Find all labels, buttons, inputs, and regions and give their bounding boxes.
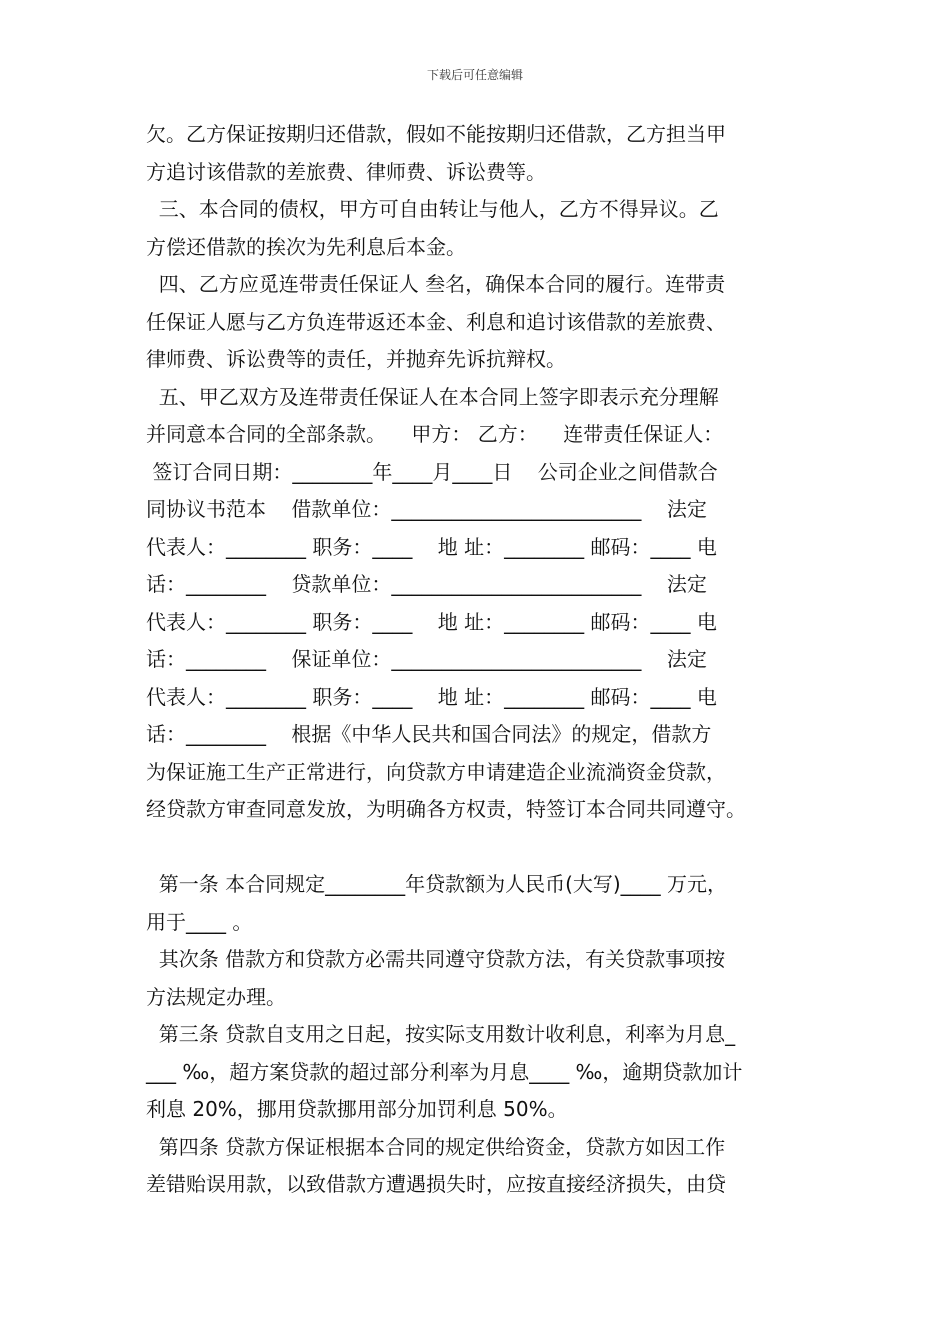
text-line: 签订合同日期：________年____月____日 公司企业之间借款合 xyxy=(146,459,718,484)
text-line: 第一条 本合同规定________年贷款额为人民币(大写)____ 万元， xyxy=(146,872,728,896)
text-line: 同协议书范本 借款单位：_________________________ 法定 xyxy=(146,497,707,521)
text-line: 用于____ 。 xyxy=(146,909,253,934)
page-header: 下载后可任意编辑 xyxy=(426,68,523,82)
text-line: 利息 20%，挪用贷款挪用部分加罚利息 50%。 xyxy=(146,1097,568,1121)
text-line: 差错贻误用款，以致借款方遭遇损失时，应按直接经济损失，由贷 xyxy=(146,1172,726,1196)
text-line: ___ ‰，超方案贷款的超过部分利率为月息____ ‰，逾期贷款加计 xyxy=(146,1059,743,1084)
document-body xyxy=(146,116,818,1204)
text-line: 律师费、诉讼费等的责任，并抛弃先诉抗辩权。 xyxy=(146,347,566,371)
blank-line xyxy=(146,829,818,867)
text-line: 并同意本合同的全部条款。 甲方： 乙方： 连带责任保证人： xyxy=(146,422,724,446)
text-line: 其次条 借款方和贷款方必需共同遵守贷款方法，有关贷款事项按 xyxy=(146,947,726,971)
text-line: 代表人：________ 职务：____ 地 址：________ 邮码：____ 电 xyxy=(146,609,717,634)
text-line: 三、本合同的债权，甲方可自由转让与他人，乙方不得异议。乙 xyxy=(146,197,719,221)
text-line: 经贷款方审查同意发放，为明确各方权责，特签订本合同共同遵守。 xyxy=(146,797,746,821)
text-line: 第四条 贷款方保证根据本合同的规定供给资金，贷款方如因工作 xyxy=(146,1134,726,1159)
text-line: 四、乙方应觅连带责任保证人 叁名，确保本合同的履行。连带责 xyxy=(146,272,726,296)
text-line: 欠。乙方保证按期归还借款，假如不能按期归还借款，乙方担当甲 xyxy=(146,122,726,146)
text-line: 代表人：________ 职务：____ 地 址：________ 邮码：____ 电 xyxy=(146,534,717,559)
text-line: 方追讨该借款的差旅费、律师费、诉讼费等。 xyxy=(146,159,546,184)
text-line: 第三条 贷款自支用之日起，按实际支用数计收利息，利率为月息_ xyxy=(146,1022,736,1046)
text-line: 方法规定办理。 xyxy=(146,984,286,1009)
text-line: 任保证人愿与乙方负连带返还本金、利息和追讨该借款的差旅费、 xyxy=(146,309,726,334)
text-line: 话：________ 贷款单位：_________________________ 法定 xyxy=(146,572,707,596)
text-line: 为保证施工生产正常进行，向贷款方申请建造企业流淌资金贷款， xyxy=(146,759,726,784)
text-line: 话：________ 根据《中华人民共和国合同法》的规定，借款方 xyxy=(146,722,712,746)
text-line: 五、甲乙双方及连带责任保证人在本合同上签字即表示充分理解 xyxy=(146,384,719,409)
text-line: 方偿还借款的挨次为先利息后本金。 xyxy=(146,234,466,259)
text-line: 话：________ 保证单位：_________________________ 法定 xyxy=(146,647,707,671)
text-line: 代表人：________ 职务：____ 地 址：________ 邮码：____ 电 xyxy=(146,684,717,709)
